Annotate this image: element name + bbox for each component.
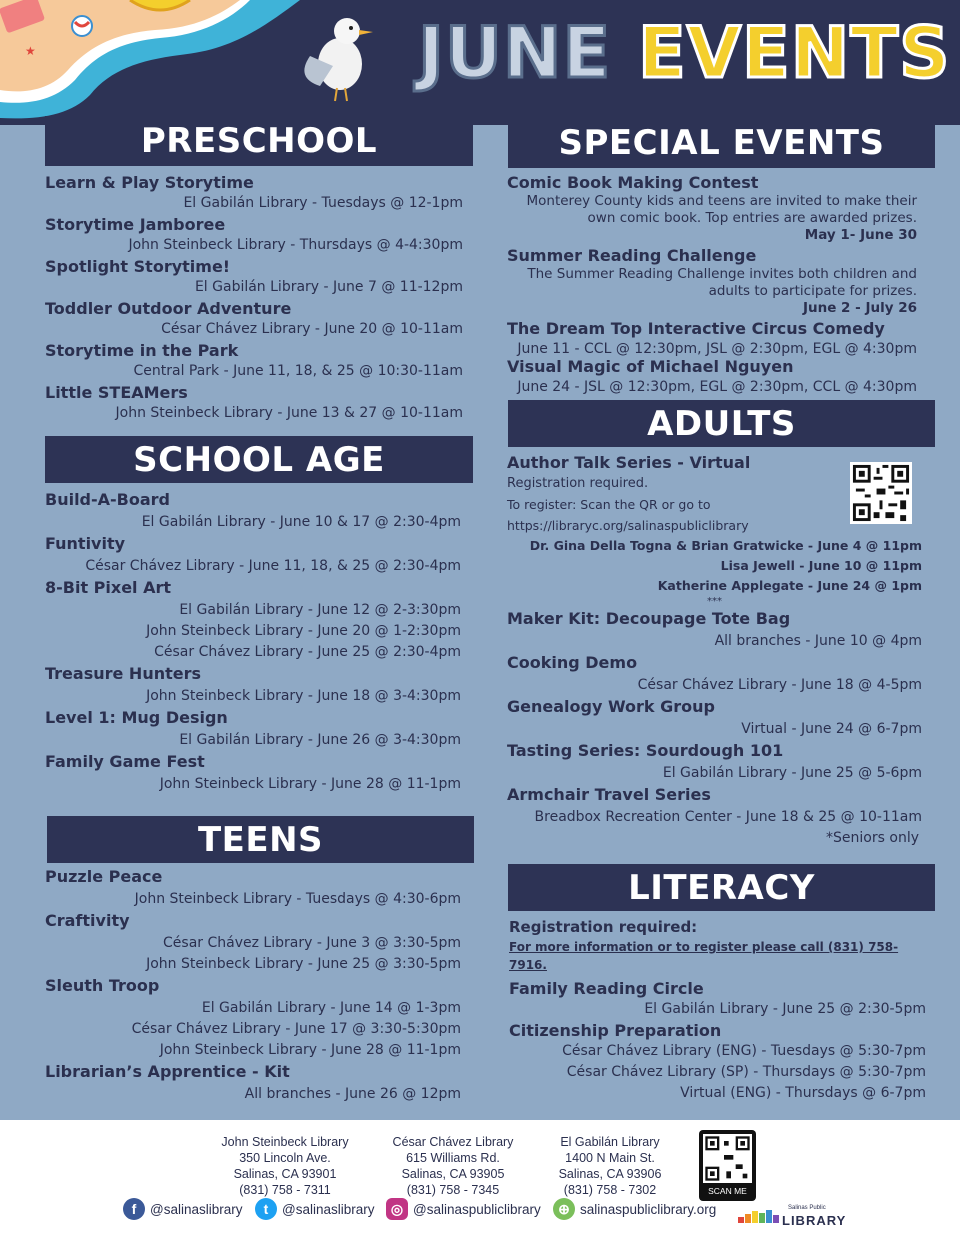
library-address-steinbeck xyxy=(205,1134,365,1198)
website-url: salinaspubliclibrary.org xyxy=(580,1201,717,1217)
twitter-icon: t xyxy=(255,1198,277,1220)
preschool-heading: PRESCHOOL xyxy=(45,116,473,166)
preschool-section xyxy=(45,172,463,424)
event-title: Build-A-Board xyxy=(45,490,170,509)
event-line: John Steinbeck Library - June 13 & 27 @ 10-11am xyxy=(115,405,463,421)
event-line: Virtual (ENG) - Thursdays @ 6-7pm xyxy=(680,1085,926,1101)
qr-code-icon[interactable] xyxy=(850,462,912,524)
event-line: César Chávez Library (SP) - Thursdays @ 5:30-7pm xyxy=(566,1064,926,1080)
library-street: 1400 N Main St. xyxy=(565,1151,655,1165)
logo-text: LIBRARY xyxy=(782,1213,847,1228)
event-title: Summer Reading Challenge xyxy=(507,246,757,265)
event-title: Toddler Outdoor Adventure xyxy=(45,299,292,318)
adults-heading: ADULTS xyxy=(508,400,935,447)
event-description: The Summer Reading Challenge invites both children and xyxy=(527,266,917,282)
registration-note: Registration required. xyxy=(507,476,649,491)
event-description: own comic book. Top entries are awarded prizes. xyxy=(587,210,917,226)
event-line: El Gabilán Library - June 25 @ 2:30-5pm xyxy=(644,1001,926,1017)
event-line: César Chávez Library (ENG) - Tuesdays @ 5:30-7pm xyxy=(562,1043,926,1059)
event-line: César Chávez Library - June 18 @ 4-5pm xyxy=(637,677,922,693)
event-line: June 24 - JSL @ 12:30pm, EGL @ 2:30pm, CCL @ 4:30pm xyxy=(517,379,917,395)
twitter-handle: @salinaslibrary xyxy=(282,1201,375,1217)
globe-icon: ⊕ xyxy=(553,1198,575,1220)
event-line: César Chávez Library - June 25 @ 2:30-4pm xyxy=(154,644,461,660)
event-dates: May 1- June 30 xyxy=(804,227,917,243)
library-name: John Steinbeck Library xyxy=(221,1135,349,1149)
beach-illustration xyxy=(0,0,300,125)
library-city: Salinas, CA 93905 xyxy=(401,1167,505,1181)
event-line: Central Park - June 11, 18, & 25 @ 10:30-11am xyxy=(133,363,463,379)
scan-me-label: SCAN ME xyxy=(708,1186,747,1196)
event-line: César Chávez Library - June 20 @ 10-11am xyxy=(161,321,463,337)
school-age-heading: SCHOOL AGE xyxy=(45,436,473,483)
event-line: El Gabilán Library - June 14 @ 1-3pm xyxy=(201,1000,461,1016)
event-line: John Steinbeck Library - June 20 @ 1-2:30pm xyxy=(146,623,461,639)
special-events-heading: SPECIAL EVENTS xyxy=(508,118,935,168)
event-line: El Gabilán Library - June 10 & 17 @ 2:30-4pm xyxy=(141,514,461,530)
event-dates: June 2 - July 26 xyxy=(802,300,917,316)
library-street: 615 Williams Rd. xyxy=(406,1151,500,1165)
literacy-events xyxy=(509,978,926,1104)
event-title: Genealogy Work Group xyxy=(507,697,715,716)
event-title: Family Game Fest xyxy=(45,752,205,771)
event-title: Comic Book Making Contest xyxy=(507,173,759,192)
event-description: Monterey County kids and teens are invited to make their xyxy=(526,193,917,209)
event-title: Spotlight Storytime! xyxy=(45,257,231,276)
literacy-info: For more information or to register please call (831) 758-7916. xyxy=(509,940,899,972)
logo-subtext: Salinas Public xyxy=(788,1205,826,1211)
event-title: 8-Bit Pixel Art xyxy=(45,578,172,597)
library-street: 350 Lincoln Ave. xyxy=(239,1151,331,1165)
event-line: Virtual - June 24 @ 6-7pm xyxy=(741,721,922,737)
event-title: Storytime in the Park xyxy=(45,341,239,360)
event-title: Librarian’s Apprentice - Kit xyxy=(45,1062,290,1081)
event-title: Visual Magic of Michael Nguyen xyxy=(507,357,794,376)
instagram-icon: ◎ xyxy=(386,1198,408,1220)
seniors-note: *Seniors only xyxy=(826,830,919,846)
library-address-chavez xyxy=(373,1134,533,1198)
event-title: Cooking Demo xyxy=(507,653,638,672)
teens-section xyxy=(45,866,461,1105)
separator: *** xyxy=(707,596,722,607)
library-address-gabilan xyxy=(530,1134,690,1198)
event-line: César Chávez Library - June 17 @ 3:30-5:30pm xyxy=(131,1021,461,1037)
library-phone[interactable]: (831) 758 - 7345 xyxy=(406,1183,500,1197)
event-line: June 11 - CCL @ 12:30pm, JSL @ 2:30pm, EGL @ 4:30pm xyxy=(517,341,917,357)
library-city: Salinas, CA 93906 xyxy=(558,1167,662,1181)
svg-text:★: ★ xyxy=(25,44,36,58)
event-line: All branches - June 10 @ 4pm xyxy=(714,633,922,649)
event-line: El Gabilán Library - Tuesdays @ 12-1pm xyxy=(183,195,463,211)
event-line: John Steinbeck Library - June 25 @ 3:30-5pm xyxy=(146,956,461,972)
library-phone[interactable]: (831) 758 - 7311 xyxy=(239,1183,331,1197)
library-city: Salinas, CA 93901 xyxy=(233,1167,337,1181)
event-line: César Chávez Library - June 11, 18, & 25 @ 2:30-4pm xyxy=(85,558,461,574)
registration-instructions: To register: Scan the QR or go to xyxy=(507,497,711,512)
event-line: El Gabilán Library - June 12 @ 2-3:30pm xyxy=(179,602,461,618)
event-title: Learn & Play Storytime xyxy=(45,173,254,192)
facebook-link[interactable] xyxy=(123,1198,242,1220)
event-line: El Gabilán Library - June 25 @ 5-6pm xyxy=(662,765,922,781)
facebook-handle: @salinaslibrary xyxy=(150,1201,243,1217)
event-title: Author Talk Series - Virtual xyxy=(507,453,751,472)
school-age-section xyxy=(45,489,461,795)
event-line: John Steinbeck Library - Thursdays @ 4-4:30pm xyxy=(128,237,463,253)
event-title: Level 1: Mug Design xyxy=(45,708,228,727)
event-title: Sleuth Troop xyxy=(45,976,160,995)
registration-required: Registration required: xyxy=(509,918,698,936)
literacy-section xyxy=(509,917,926,1104)
event-line: Breadbox Recreation Center - June 18 & 25 @ 10-11am xyxy=(534,809,922,825)
event-title: Tasting Series: Sourdough 101 xyxy=(507,741,784,760)
teens-heading: TEENS xyxy=(47,816,474,863)
event-line: John Steinbeck Library - June 18 @ 3-4:30pm xyxy=(146,688,461,704)
event-line: El Gabilán Library - June 7 @ 11-12pm xyxy=(194,279,463,295)
event-description: adults to participate for prizes. xyxy=(708,283,917,299)
title-events: EVENTS xyxy=(638,12,951,94)
event-title: Maker Kit: Decoupage Tote Bag xyxy=(507,609,791,628)
website-link[interactable] xyxy=(553,1198,716,1220)
adult-events xyxy=(507,608,922,828)
event-line: El Gabilán Library - June 26 @ 3-4:30pm xyxy=(179,732,461,748)
event-title: The Dream Top Interactive Circus Comedy xyxy=(507,319,885,338)
library-name: César Chávez Library xyxy=(392,1135,514,1149)
event-title: Storytime Jamboree xyxy=(45,215,226,234)
registration-url[interactable]: https://libraryc.org/salinaspubliclibrary xyxy=(507,518,749,533)
qr-code-icon xyxy=(703,1134,752,1183)
rainbow-logo-icon xyxy=(738,1207,786,1223)
event-title: Craftivity xyxy=(45,911,130,930)
event-title: Puzzle Peace xyxy=(45,867,163,886)
instagram-handle: @salinaspubliclibrary xyxy=(413,1201,541,1217)
scan-me-qr[interactable] xyxy=(699,1130,756,1201)
library-phone[interactable]: (831) 758 - 7302 xyxy=(563,1183,657,1197)
author-talk: Lisa Jewell - June 10 @ 11pm xyxy=(720,558,922,573)
library-logo xyxy=(738,1205,847,1231)
author-talk: Dr. Gina Della Togna & Brian Gratwicke - June 4 @ 11pm xyxy=(529,538,922,553)
event-title: Treasure Hunters xyxy=(45,664,202,683)
event-title: Family Reading Circle xyxy=(509,979,704,998)
event-line: John Steinbeck Library - June 28 @ 11-1pm xyxy=(159,776,461,792)
title-june: JUNE xyxy=(418,12,612,94)
special-events-section xyxy=(507,172,917,398)
event-title: Armchair Travel Series xyxy=(507,785,711,804)
event-title: Citizenship Preparation xyxy=(509,1021,722,1040)
author-talk: Katherine Applegate - June 24 @ 1pm xyxy=(657,578,922,593)
event-line: John Steinbeck Library - Tuesdays @ 4:30-6pm xyxy=(134,891,461,907)
event-line: All branches - June 26 @ 12pm xyxy=(244,1086,461,1102)
event-title: Little STEAMers xyxy=(45,383,188,402)
instagram-link[interactable] xyxy=(386,1198,541,1220)
event-line: César Chávez Library - June 3 @ 3:30-5pm xyxy=(163,935,461,951)
library-name: El Gabilán Library xyxy=(560,1135,660,1149)
literacy-heading: LITERACY xyxy=(508,864,935,911)
event-title: Funtivity xyxy=(45,534,126,553)
seagull-illustration xyxy=(285,6,380,106)
facebook-icon: f xyxy=(123,1198,145,1220)
event-line: John Steinbeck Library - June 28 @ 11-1pm xyxy=(159,1042,461,1058)
twitter-link[interactable] xyxy=(255,1198,374,1220)
